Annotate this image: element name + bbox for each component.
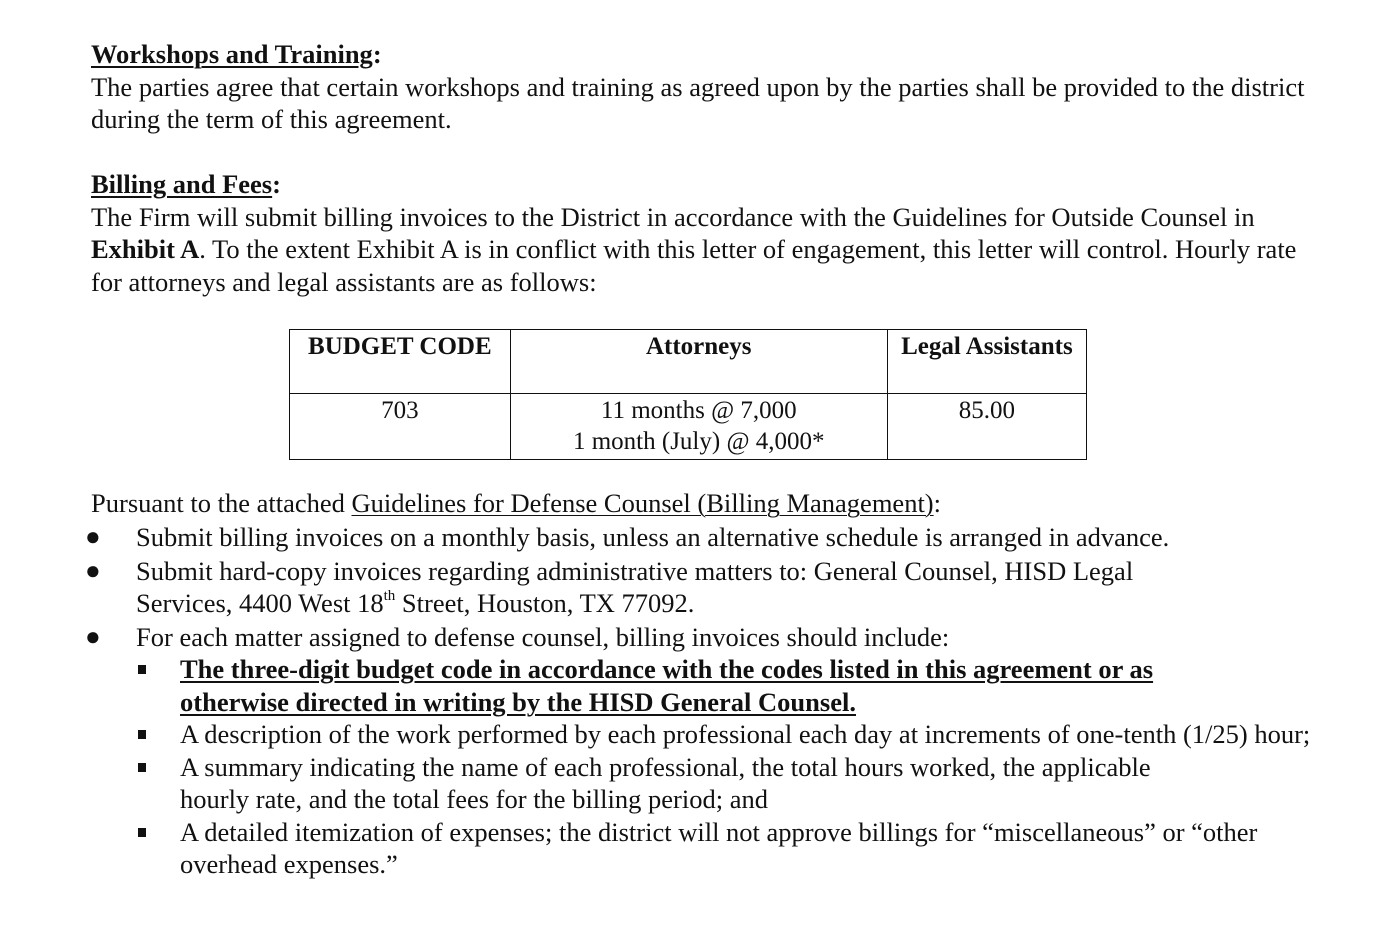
square-bullet-icon: [138, 730, 146, 739]
invoice-contents-sublist: [136, 653, 1341, 881]
rate-table: [289, 329, 1087, 460]
guidelines-intro: [91, 487, 1341, 520]
billing-heading: Billing and Fees: [91, 169, 273, 199]
exhibit-a-reference: Exhibit A: [91, 234, 200, 264]
ordinal-suffix: th: [383, 588, 396, 605]
list-item: [85, 521, 1341, 554]
bullet-text-address-pre: Submit hard-copy invoices regarding administrative matters to: General Counsel, HISD Legal Services, 4400 West 18: [136, 555, 1134, 618]
billing-section: [91, 168, 1311, 298]
list-item: [85, 621, 1341, 881]
sub-item-budget-code: The three-digit budget code in accordance with the codes listed in this agreement or as otherwise directed in writing by the HISD General Counsel.: [180, 654, 1154, 717]
attorneys-rate-line-2: 1 month (July) @ 4,000*: [572, 427, 825, 455]
guidelines-link[interactable]: Guidelines for Defense Counsel (Billing Management): [351, 488, 934, 518]
workshops-section: [91, 38, 1311, 136]
workshops-heading: Workshops and Training: [91, 39, 373, 69]
rate-table-row: [290, 394, 1087, 460]
cell-legal-assistants-rate: 85.00: [887, 394, 1086, 460]
billing-body: [91, 201, 1311, 299]
workshops-body: The parties agree that certain workshops and training as agreed upon by the parties shall be provided to the district during the term of this agreement.: [91, 71, 1305, 134]
bullet-text-invoice-contents: For each matter assigned to defense counsel, billing invoices should include:: [136, 621, 950, 652]
guidelines-intro-suffix: :: [933, 488, 942, 518]
bullet-icon: ●: [85, 522, 101, 551]
header-legal-assistants: Legal Assistants: [887, 330, 1086, 394]
square-bullet-icon: [138, 665, 146, 674]
sub-item-expenses: A detailed itemization of expenses; the district will not approve billings for “miscellaneous” or “other overhead expenses.”: [180, 816, 1258, 879]
workshops-heading-colon: :: [372, 39, 382, 69]
sub-list-item: [136, 718, 1341, 751]
sub-item-summary: A summary indicating the name of each professional, the total hours worked, the applicable hourly rate, and the total fees for the billing period; and: [180, 751, 1151, 814]
attorneys-rate-line-1: 11 months @ 7,000: [600, 397, 797, 424]
bullet-icon: ●: [85, 555, 101, 585]
list-item: [85, 555, 1191, 620]
rate-table-header-row: [290, 330, 1087, 394]
cell-budget-code: 703: [290, 394, 511, 460]
billing-body-part-2: . To the extent Exhibit A is in conflict with this letter of engagement, this letter will control. Hourly rate for attorneys and legal assistants are as follows:: [91, 234, 1297, 297]
billing-heading-colon: :: [272, 169, 281, 199]
square-bullet-icon: [138, 763, 146, 772]
sub-list-item: [136, 751, 1221, 816]
guidelines-intro-prefix: Pursuant to the attached: [91, 488, 352, 518]
sub-list-item: [136, 653, 1221, 718]
bullet-text-monthly: Submit billing invoices on a monthly basis, unless an alternative schedule is arranged in advance.: [136, 522, 1170, 552]
header-budget-code: BUDGET CODE: [290, 330, 511, 394]
billing-body-part-1: The Firm will submit billing invoices to the District in accordance with the Guidelines for Outside Counsel in: [91, 201, 1255, 232]
sub-item-description: A description of the work performed by each professional each day at increments of one-tenth (1/25) hour;: [180, 719, 1311, 749]
cell-attorneys-rate: [510, 394, 887, 460]
header-attorneys: Attorneys: [510, 330, 887, 394]
sub-list-item: [136, 816, 1261, 881]
guidelines-bullet-list: [85, 521, 1341, 882]
bullet-icon: ●: [85, 621, 101, 651]
square-bullet-icon: [138, 828, 146, 837]
bullet-text-address-post: Street, Houston, TX 77092.: [395, 588, 695, 618]
